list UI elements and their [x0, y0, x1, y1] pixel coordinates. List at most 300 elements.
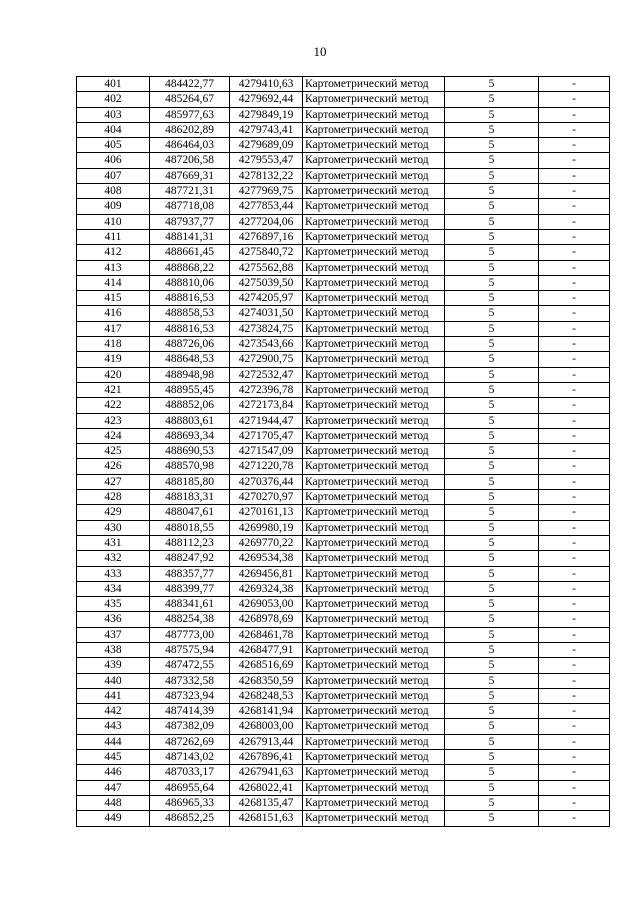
coord-x-cell: 487262,69: [150, 734, 230, 749]
coord-x-cell: 488018,55: [150, 520, 230, 535]
coord-x-cell: 488141,31: [150, 229, 230, 244]
point-number-cell: 433: [77, 566, 150, 581]
coord-y-cell: 4267896,41: [230, 750, 303, 765]
note-cell: -: [539, 765, 610, 780]
accuracy-cell: 5: [445, 153, 539, 168]
point-number-cell: 409: [77, 199, 150, 214]
table-row: [77, 367, 610, 382]
coord-y-cell: 4268135,47: [230, 795, 303, 810]
accuracy-cell: 5: [445, 413, 539, 428]
note-cell: -: [539, 642, 610, 657]
accuracy-cell: 5: [445, 138, 539, 153]
method-cell: Картометрический метод: [303, 627, 445, 642]
coord-x-cell: 488648,53: [150, 352, 230, 367]
coord-x-cell: 487669,31: [150, 168, 230, 183]
accuracy-cell: 5: [445, 627, 539, 642]
coord-y-cell: 4268022,41: [230, 780, 303, 795]
point-number-cell: 412: [77, 245, 150, 260]
point-number-cell: 434: [77, 581, 150, 596]
table-row: [77, 688, 610, 703]
note-cell: -: [539, 719, 610, 734]
note-cell: -: [539, 474, 610, 489]
note-cell: -: [539, 168, 610, 183]
coord-y-cell: 4276897,16: [230, 229, 303, 244]
coord-x-cell: 488816,53: [150, 321, 230, 336]
coord-x-cell: 488955,45: [150, 382, 230, 397]
point-number-cell: 401: [77, 77, 150, 92]
note-cell: -: [539, 337, 610, 352]
accuracy-cell: 5: [445, 352, 539, 367]
point-number-cell: 439: [77, 658, 150, 673]
point-number-cell: 445: [77, 750, 150, 765]
point-number-cell: 414: [77, 275, 150, 290]
table-row: [77, 750, 610, 765]
coord-y-cell: 4274031,50: [230, 306, 303, 321]
point-number-cell: 442: [77, 704, 150, 719]
coord-x-cell: 487773,00: [150, 627, 230, 642]
method-cell: Картометрический метод: [303, 505, 445, 520]
note-cell: -: [539, 658, 610, 673]
accuracy-cell: 5: [445, 321, 539, 336]
table-row: [77, 612, 610, 627]
accuracy-cell: 5: [445, 260, 539, 275]
coord-y-cell: 4268477,91: [230, 642, 303, 657]
point-number-cell: 406: [77, 153, 150, 168]
table-row: [77, 535, 610, 550]
accuracy-cell: 5: [445, 597, 539, 612]
table-row: [77, 337, 610, 352]
note-cell: -: [539, 398, 610, 413]
accuracy-cell: 5: [445, 184, 539, 199]
method-cell: Картометрический метод: [303, 765, 445, 780]
point-number-cell: 415: [77, 291, 150, 306]
note-cell: -: [539, 459, 610, 474]
method-cell: Картометрический метод: [303, 719, 445, 734]
coord-y-cell: 4274205,97: [230, 291, 303, 306]
point-number-cell: 448: [77, 795, 150, 810]
coord-y-cell: 4277204,06: [230, 214, 303, 229]
table-row: [77, 566, 610, 581]
method-cell: Картометрический метод: [303, 658, 445, 673]
method-cell: Картометрический метод: [303, 107, 445, 122]
point-number-cell: 447: [77, 780, 150, 795]
coord-x-cell: 487718,08: [150, 199, 230, 214]
table-row: [77, 352, 610, 367]
coord-y-cell: 4279689,09: [230, 138, 303, 153]
coord-x-cell: 487721,31: [150, 184, 230, 199]
point-number-cell: 428: [77, 490, 150, 505]
accuracy-cell: 5: [445, 77, 539, 92]
coord-y-cell: 4269770,22: [230, 535, 303, 550]
method-cell: Картометрический метод: [303, 168, 445, 183]
method-cell: Картометрический метод: [303, 367, 445, 382]
note-cell: -: [539, 199, 610, 214]
point-number-cell: 410: [77, 214, 150, 229]
coord-x-cell: 485264,67: [150, 92, 230, 107]
coord-y-cell: 4271944,47: [230, 413, 303, 428]
note-cell: -: [539, 367, 610, 382]
accuracy-cell: 5: [445, 245, 539, 260]
table-row: [77, 428, 610, 443]
coord-y-cell: 4279743,41: [230, 122, 303, 137]
point-number-cell: 413: [77, 260, 150, 275]
accuracy-cell: 5: [445, 229, 539, 244]
note-cell: -: [539, 581, 610, 596]
coord-x-cell: 488948,98: [150, 367, 230, 382]
point-number-cell: 435: [77, 597, 150, 612]
note-cell: -: [539, 673, 610, 688]
accuracy-cell: 5: [445, 811, 539, 826]
coord-y-cell: 4273824,75: [230, 321, 303, 336]
table-row: [77, 627, 610, 642]
coord-y-cell: 4268978,69: [230, 612, 303, 627]
accuracy-cell: 5: [445, 612, 539, 627]
coord-x-cell: 488185,80: [150, 474, 230, 489]
accuracy-cell: 5: [445, 765, 539, 780]
coord-y-cell: 4272396,78: [230, 382, 303, 397]
table-row: [77, 673, 610, 688]
accuracy-cell: 5: [445, 551, 539, 566]
point-number-cell: 427: [77, 474, 150, 489]
accuracy-cell: 5: [445, 750, 539, 765]
table-row: [77, 459, 610, 474]
method-cell: Картометрический метод: [303, 688, 445, 703]
method-cell: Картометрический метод: [303, 382, 445, 397]
coord-x-cell: 487143,02: [150, 750, 230, 765]
table-row: [77, 734, 610, 749]
note-cell: -: [539, 520, 610, 535]
coord-y-cell: 4271705,47: [230, 428, 303, 443]
point-number-cell: 444: [77, 734, 150, 749]
table-row: [77, 107, 610, 122]
coord-x-cell: 488112,23: [150, 535, 230, 550]
coord-y-cell: 4269980,19: [230, 520, 303, 535]
coord-y-cell: 4275562,88: [230, 260, 303, 275]
point-number-cell: 438: [77, 642, 150, 657]
table-row: [77, 490, 610, 505]
table-row: [77, 642, 610, 657]
method-cell: Картометрический метод: [303, 275, 445, 290]
note-cell: -: [539, 597, 610, 612]
coord-x-cell: 488868,22: [150, 260, 230, 275]
method-cell: Картометрический метод: [303, 413, 445, 428]
method-cell: Картометрический метод: [303, 153, 445, 168]
coord-x-cell: 488183,31: [150, 490, 230, 505]
table-row: [77, 444, 610, 459]
point-number-cell: 423: [77, 413, 150, 428]
coord-y-cell: 4267941,63: [230, 765, 303, 780]
accuracy-cell: 5: [445, 306, 539, 321]
coord-y-cell: 4270270,97: [230, 490, 303, 505]
coord-x-cell: 487575,94: [150, 642, 230, 657]
note-cell: -: [539, 153, 610, 168]
note-cell: -: [539, 92, 610, 107]
coordinates-table-body: [77, 77, 610, 827]
coord-x-cell: 488399,77: [150, 581, 230, 596]
coord-x-cell: 487414,39: [150, 704, 230, 719]
note-cell: -: [539, 688, 610, 703]
coord-y-cell: 4275840,72: [230, 245, 303, 260]
coord-x-cell: 488693,34: [150, 428, 230, 443]
method-cell: Картометрический метод: [303, 551, 445, 566]
point-number-cell: 443: [77, 719, 150, 734]
table-row: [77, 214, 610, 229]
coord-x-cell: 488341,61: [150, 597, 230, 612]
coord-y-cell: 4270376,44: [230, 474, 303, 489]
coord-y-cell: 4268248,53: [230, 688, 303, 703]
accuracy-cell: 5: [445, 199, 539, 214]
coord-x-cell: 487937,77: [150, 214, 230, 229]
coord-y-cell: 4279849,19: [230, 107, 303, 122]
method-cell: Картометрический метод: [303, 612, 445, 627]
note-cell: -: [539, 750, 610, 765]
point-number-cell: 407: [77, 168, 150, 183]
point-number-cell: 405: [77, 138, 150, 153]
coord-y-cell: 4279410,63: [230, 77, 303, 92]
coordinates-table: [76, 76, 610, 827]
point-number-cell: 431: [77, 535, 150, 550]
point-number-cell: 432: [77, 551, 150, 566]
method-cell: Картометрический метод: [303, 780, 445, 795]
coord-x-cell: 488810,06: [150, 275, 230, 290]
table-row: [77, 704, 610, 719]
note-cell: -: [539, 413, 610, 428]
accuracy-cell: 5: [445, 474, 539, 489]
point-number-cell: 440: [77, 673, 150, 688]
note-cell: -: [539, 428, 610, 443]
method-cell: Картометрический метод: [303, 704, 445, 719]
accuracy-cell: 5: [445, 566, 539, 581]
table-row: [77, 153, 610, 168]
method-cell: Картометрический метод: [303, 321, 445, 336]
note-cell: -: [539, 734, 610, 749]
coord-x-cell: 488852,06: [150, 398, 230, 413]
point-number-cell: 402: [77, 92, 150, 107]
note-cell: -: [539, 260, 610, 275]
note-cell: -: [539, 306, 610, 321]
coord-x-cell: 488690,53: [150, 444, 230, 459]
method-cell: Картометрический метод: [303, 597, 445, 612]
note-cell: -: [539, 184, 610, 199]
note-cell: -: [539, 566, 610, 581]
table-row: [77, 321, 610, 336]
accuracy-cell: 5: [445, 780, 539, 795]
accuracy-cell: 5: [445, 92, 539, 107]
method-cell: Картометрический метод: [303, 581, 445, 596]
note-cell: -: [539, 214, 610, 229]
method-cell: Картометрический метод: [303, 122, 445, 137]
page-number: 10: [313, 44, 327, 59]
accuracy-cell: 5: [445, 658, 539, 673]
note-cell: -: [539, 321, 610, 336]
point-number-cell: 446: [77, 765, 150, 780]
coord-y-cell: 4279553,47: [230, 153, 303, 168]
note-cell: -: [539, 291, 610, 306]
method-cell: Картометрический метод: [303, 444, 445, 459]
note-cell: -: [539, 490, 610, 505]
table-row: [77, 229, 610, 244]
coord-y-cell: 4269456,81: [230, 566, 303, 581]
table-row: [77, 505, 610, 520]
coord-x-cell: 486464,03: [150, 138, 230, 153]
method-cell: Картометрический метод: [303, 77, 445, 92]
coord-x-cell: 486852,25: [150, 811, 230, 826]
coord-x-cell: 488247,92: [150, 551, 230, 566]
coord-y-cell: 4271547,09: [230, 444, 303, 459]
note-cell: -: [539, 535, 610, 550]
table-row: [77, 581, 610, 596]
note-cell: -: [539, 811, 610, 826]
coord-y-cell: 4277853,44: [230, 199, 303, 214]
table-row: [77, 413, 610, 428]
method-cell: Картометрический метод: [303, 459, 445, 474]
coord-y-cell: 4272532,47: [230, 367, 303, 382]
coord-x-cell: 488047,61: [150, 505, 230, 520]
table-row: [77, 474, 610, 489]
method-cell: Картометрический метод: [303, 337, 445, 352]
coord-y-cell: 4270161,13: [230, 505, 303, 520]
point-number-cell: 421: [77, 382, 150, 397]
coord-x-cell: 488357,77: [150, 566, 230, 581]
point-number-cell: 425: [77, 444, 150, 459]
table-row: [77, 275, 610, 290]
table-row: [77, 382, 610, 397]
table-row: [77, 138, 610, 153]
point-number-cell: 422: [77, 398, 150, 413]
coord-x-cell: 487206,58: [150, 153, 230, 168]
method-cell: Картометрический метод: [303, 92, 445, 107]
accuracy-cell: 5: [445, 505, 539, 520]
note-cell: -: [539, 612, 610, 627]
table-row: [77, 765, 610, 780]
method-cell: Картометрический метод: [303, 490, 445, 505]
point-number-cell: 430: [77, 520, 150, 535]
table-row: [77, 260, 610, 275]
note-cell: -: [539, 780, 610, 795]
table-row: [77, 184, 610, 199]
coord-y-cell: 4272173,84: [230, 398, 303, 413]
note-cell: -: [539, 245, 610, 260]
accuracy-cell: 5: [445, 535, 539, 550]
coord-x-cell: 484422,77: [150, 77, 230, 92]
point-number-cell: 411: [77, 229, 150, 244]
accuracy-cell: 5: [445, 444, 539, 459]
point-number-cell: 441: [77, 688, 150, 703]
coord-x-cell: 488254,38: [150, 612, 230, 627]
table-row: [77, 398, 610, 413]
accuracy-cell: 5: [445, 168, 539, 183]
method-cell: Картометрический метод: [303, 291, 445, 306]
note-cell: -: [539, 107, 610, 122]
coord-y-cell: 4275039,50: [230, 275, 303, 290]
point-number-cell: 408: [77, 184, 150, 199]
table-row: [77, 719, 610, 734]
coord-y-cell: 4268141,94: [230, 704, 303, 719]
note-cell: -: [539, 77, 610, 92]
point-number-cell: 436: [77, 612, 150, 627]
point-number-cell: 403: [77, 107, 150, 122]
accuracy-cell: 5: [445, 122, 539, 137]
note-cell: -: [539, 704, 610, 719]
table-row: [77, 245, 610, 260]
method-cell: Картометрический метод: [303, 673, 445, 688]
accuracy-cell: 5: [445, 398, 539, 413]
table-row: [77, 551, 610, 566]
table-row: [77, 199, 610, 214]
point-number-cell: 426: [77, 459, 150, 474]
accuracy-cell: 5: [445, 704, 539, 719]
method-cell: Картометрический метод: [303, 535, 445, 550]
table-row: [77, 306, 610, 321]
note-cell: -: [539, 382, 610, 397]
note-cell: -: [539, 122, 610, 137]
table-row: [77, 168, 610, 183]
coord-x-cell: 487332,58: [150, 673, 230, 688]
coord-x-cell: 486955,64: [150, 780, 230, 795]
accuracy-cell: 5: [445, 291, 539, 306]
coord-y-cell: 4269534,38: [230, 551, 303, 566]
coord-y-cell: 4278132,22: [230, 168, 303, 183]
coord-x-cell: 487382,09: [150, 719, 230, 734]
coord-x-cell: 487472,55: [150, 658, 230, 673]
coord-x-cell: 488726,06: [150, 337, 230, 352]
coord-y-cell: 4268003,00: [230, 719, 303, 734]
coord-y-cell: 4279692,44: [230, 92, 303, 107]
method-cell: Картометрический метод: [303, 520, 445, 535]
coord-y-cell: 4269053,00: [230, 597, 303, 612]
method-cell: Картометрический метод: [303, 260, 445, 275]
method-cell: Картометрический метод: [303, 750, 445, 765]
coord-y-cell: 4267913,44: [230, 734, 303, 749]
note-cell: -: [539, 505, 610, 520]
method-cell: Картометрический метод: [303, 138, 445, 153]
note-cell: -: [539, 795, 610, 810]
coord-y-cell: 4268516,69: [230, 658, 303, 673]
accuracy-cell: 5: [445, 382, 539, 397]
note-cell: -: [539, 444, 610, 459]
note-cell: -: [539, 627, 610, 642]
coord-x-cell: 485977,63: [150, 107, 230, 122]
method-cell: Картометрический метод: [303, 642, 445, 657]
accuracy-cell: 5: [445, 490, 539, 505]
method-cell: Картометрический метод: [303, 199, 445, 214]
coord-y-cell: 4268151,63: [230, 811, 303, 826]
accuracy-cell: 5: [445, 520, 539, 535]
method-cell: Картометрический метод: [303, 229, 445, 244]
coord-y-cell: 4277969,75: [230, 184, 303, 199]
table-row: [77, 520, 610, 535]
method-cell: Картометрический метод: [303, 428, 445, 443]
accuracy-cell: 5: [445, 337, 539, 352]
coord-y-cell: 4269324,38: [230, 581, 303, 596]
table-row: [77, 811, 610, 826]
note-cell: -: [539, 352, 610, 367]
accuracy-cell: 5: [445, 107, 539, 122]
method-cell: Картометрический метод: [303, 566, 445, 581]
table-row: [77, 597, 610, 612]
coord-x-cell: 487033,17: [150, 765, 230, 780]
point-number-cell: 420: [77, 367, 150, 382]
accuracy-cell: 5: [445, 673, 539, 688]
accuracy-cell: 5: [445, 719, 539, 734]
point-number-cell: 417: [77, 321, 150, 336]
coord-x-cell: 486202,89: [150, 122, 230, 137]
accuracy-cell: 5: [445, 642, 539, 657]
accuracy-cell: 5: [445, 214, 539, 229]
method-cell: Картометрический метод: [303, 474, 445, 489]
accuracy-cell: 5: [445, 428, 539, 443]
coord-x-cell: 488858,53: [150, 306, 230, 321]
